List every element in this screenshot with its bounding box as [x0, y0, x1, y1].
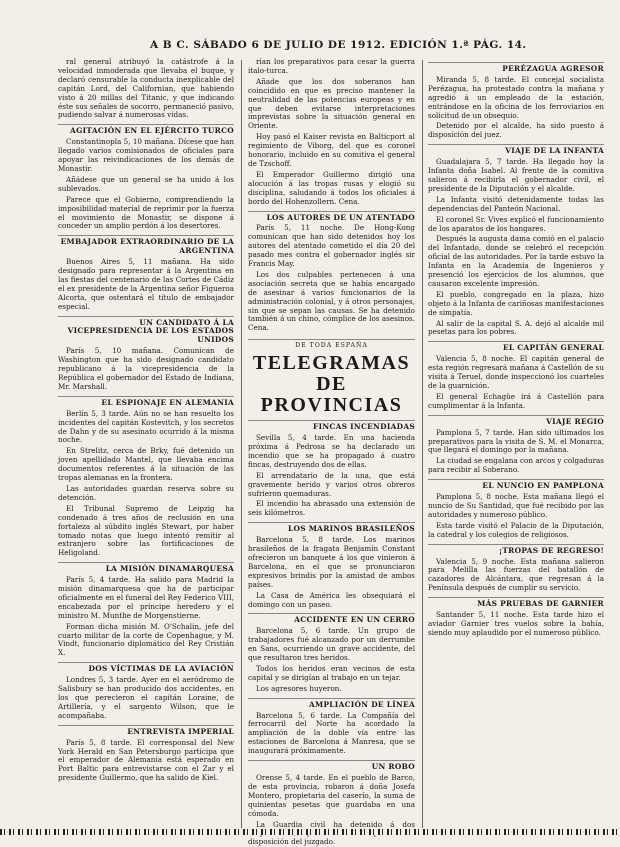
paragraph: Guadalajara 5, 7 tarde. Ha llegado hoy la Infanta doña Isabel. Al frente de la comitiva salieron á recibirla el gobernador civil, el presidente de la Diputación y el alcalde. [428, 157, 604, 193]
bottom-edge-strip [0, 829, 620, 835]
paragraph: El coronel Sr. Vives explicó el funcionamiento de los aparatos de los hangares. [428, 214, 604, 233]
paragraph: Barcelona 5, 6 tarde. Un grupo de trabajadores fué alcanzado por un derrumbe en Sans, ocurriendo un grave accidente, del que resultaron tres heridos. [248, 626, 415, 663]
paragraph: Barcelona 5, 6 tarde. La Compañía del ferrocarril del Norte ha acordado la ampliación de la doble vía entre las estaciones de Barcelona á Manresa, que se inaugurará próximamente. [248, 710, 415, 756]
section-heading: DOS VÍCTIMAS DE LA AVIACIÓN [58, 662, 234, 674]
paragraph: En Strelitz, cerca de Brky, fué detenido un joven apellidado Mantel, que llevaba encima documentos referentes á la situación de las tropas alemanas en la frontera. [58, 446, 234, 483]
paragraph: Detenido por el alcalde, ha sido puesto á disposición del juez. [428, 121, 604, 140]
paragraph: Santander 5, 11 noche. Esta tarde hizo el aviador Garnier tres vuelos sobre la bahía, siendo muy aplaudido por el numeroso público. [428, 610, 604, 637]
section-heading: LOS MARINOS BRASILEÑOS [248, 522, 415, 534]
paragraph: Constantinopla 5, 10 mañana. Dícese que han llegado varios comisionados de oficiales para apoyar las reivindicaciones de los demás de Monastir. [58, 137, 234, 173]
section-heading: EL NUNCIO EN PAMPLONA [428, 479, 604, 491]
section-heading: UN CANDIDATO Á LA VICEPRESIDENCIA DE LOS ESTADOS UNIDOS [58, 316, 234, 346]
section-heading: ¡TROPAS DE REGRESO! [428, 544, 604, 556]
paragraph: El Tribunal Supremo de Leipzig ha condenado á tres años de reclusión en una fortaleza al súbdito inglés Stewart, por haber tomado notas que luego intentó remitir al extranjero sobre las fortificaciones de Heligoland. [58, 503, 234, 558]
paragraph: Todos los heridos eran vecinos de esta capital y se dirigían al trabajo en un tejar. [248, 663, 415, 682]
column-2 [248, 57, 415, 847]
paragraph: El general Echagüe irá á Castellón para cumplimentar á la Infanta. [428, 391, 604, 410]
main-headline: TELEGRAMAS DE PROVINCIAS [252, 352, 411, 417]
paragraph: El Emperador Guillermo dirigió una alocución á las tropas rusas y elogió su disciplina, saludando á todos los oficiales á bordo del Hohenzollern. Cena. [248, 169, 415, 206]
paragraph: El arrendatario de la una, que está gravemente herido y varios otros obreros sufrieron quemaduras. [248, 470, 415, 498]
paragraph: Hoy pasó el Kaiser revista en Balticport al regimiento de Viborg, del que es coronel honorario, incluido en su comitiva el general de Tzschoff. [248, 132, 415, 168]
section-heading: ENTREVISTA IMPERIAL [58, 725, 234, 737]
paragraph: El incendio ha abrasado una extensión de seis kilómetros. [248, 499, 415, 518]
paragraph: Los dos culpables pertenecen á una asociación secreta que se había encargado de asesinar á varios funcionarios de la administración colonial, y á otros personajes, sin que se sepan las causas. Se ha detenido también á un chino, cómplice de los asesinos. Cena. [248, 269, 415, 333]
section-heading: VIAJE DE LA INFANTA [428, 144, 604, 156]
paragraph: La ciudad se engalana con arcos y colgaduras para recibir al Soberano. [428, 456, 604, 475]
section-heading: ACCIDENTE EN UN CERRO [248, 613, 415, 625]
paragraph: Las autoridades guardan reserva sobre su detención. [58, 483, 234, 502]
paragraph: Al salir de la capital S. A. dejó al alcalde mil pesetas para los pobres. [428, 318, 604, 337]
section-heading: AGITACIÓN EN EL EJÉRCITO TURCO [58, 124, 234, 136]
paragraph: Esta tarde visitó el Palacio de la Diputación, la catedral y los colegios de religiosos. [428, 520, 604, 539]
paragraph: París 5, 8 tarde. El corresponsal del New York Herald en San Petersburgo participa que el emperador de Alemania está esperado en Port Baltic para entrevistarse con el Zar y el presidente Guillermo, que ha salido de Kiel. [58, 737, 234, 783]
paragraph: Forman dicha misión M. O'Schalin, jefe del cuarto militar de la corte de Copenhague, y M. Vindt, funcionario diplomático del Rey Cristián X. [58, 621, 234, 658]
paragraph: Pamplona 5, 7 tarde. Han sido ultimados los preparativos para la visita de S. M. el Monarca, que llegará el domingo por la mañana. [428, 427, 604, 455]
paragraph: Sevilla 5, 4 tarde. En una hacienda próxima á Pedrosa se ha declarado un incendio que se ha propagado á cuatro fincas, destruyendo dos de ellas. [248, 433, 415, 469]
paragraph: Valencia 5, 8 noche. El capitán general de esta región regresará mañana á Castellón de su visita á Teruel, donde inspeccionó los cuarteles de la guarnición. [428, 354, 604, 390]
paragraph: Después la augusta dama comió en el palacio del Infantado, donde se celebró el recepción oficial de las autoridades. Por la tarde estuvo la Infanta en la Academia de Ingenieros y presenció los ejercicios de los alumnos, que causaron excelente impresión. [428, 234, 604, 288]
paragraph: Berlín 5, 3 tarde. Aún no se han resuelto los incidentes del capitán Kostevitch, y los secretos de Dahn y de su asesinato ocurrido á la misma noche. [58, 408, 234, 445]
paragraph: rían los preparativos para cesar la guerra italo-turca. [248, 57, 415, 75]
paragraph: Orense 5, 4 tarde. En el pueblo de Barco, de esta provincia, robaron á doña Josefa Montero, propietaria del caserío, la suma de quinientas pesetas que guardaba en una cómoda. [248, 773, 415, 818]
section-kicker: DE TODA ESPAÑA [248, 339, 415, 351]
paragraph: Pamplona 5, 8 noche. Esta mañana llegó el nuncio de Su Santidad, que fué recibido por las autoridades y numeroso público. [428, 492, 604, 519]
paragraph: Añade que los dos soberanos han coincidido en que es preciso mantener la neutralidad de las potencias europeas y en que deben evitarse interpretaciones imprevistas sobre la situación general en Oriente. [248, 76, 415, 131]
paragraph: París 5, 4 tarde. Ha salido para Madrid la misión dinamarquesa que ha de participar oficialmente en el funeral del Rey Federico VIII, encabezada por el príncipe heredero y el ministro M. Munthe de Morgenstierne. [58, 575, 234, 620]
section-heading: PERÉZAGUA AGRESOR [428, 62, 604, 74]
paragraph: París 5, 11 noche. De Hong-Kong comunican que han sido detenidos hoy los autores del atentado cometido el día 20 del pasado mes contra el gobernador inglés sir Francis May. [248, 223, 415, 269]
page-header: A B C. SÁBADO 6 DE JULIO DE 1912. EDICIÓN 1.ª PÁG. 14. [150, 39, 527, 51]
paragraph: Valencia 5, 9 noche. Esta mañana salieron para Melilla las fuerzas del batallón de cazadores de Alcántara, que regresan á la Península después de cumplir su servicio. [428, 556, 604, 593]
paragraph: Miranda 5, 8 tarde. El concejal socialista Perézagua, ha protestado contra la mañana y agredió á un empleado de la estación, entrándose en la oficina de los ferroviarios en solicitud de un obsequio. [428, 74, 604, 120]
section-heading: EL CAPITÁN GENERAL [428, 341, 604, 353]
column-3 [428, 58, 604, 828]
section-heading: FINCAS INCENDIADAS [248, 420, 415, 432]
paragraph: La Casa de América les obsequiará el domingo con un paseo. [248, 590, 415, 609]
section-heading: EMBAJADOR EXTRAORDINARIO DE LA ARGENTINA [58, 235, 234, 256]
paragraph: Buenos Aires 5, 11 mañana. Ha sido designado para representar á la Argentina en las fiestas del centenario de las Cortes de Cádiz el ex presidente de la Argentina señor Figueroa Alcorta, que ostentará el título de embajador especial. [58, 257, 234, 311]
paragraph: El pueblo, congregado en la plaza, hizo objeto á la Infanta de cariñosas manifestaciones de simpatía. [428, 289, 604, 317]
columns [0, 57, 620, 847]
paragraph: La Infanta visitó detenidamente todas las dependencias del Panteón Nacional. [428, 194, 604, 213]
section-heading: MÁS PRUEBAS DE GARNIER [428, 597, 604, 609]
section-heading: LOS AUTORES DE UN ATENTADO [248, 211, 415, 223]
paragraph: París 5, 10 mañana. Comunican de Washington que ha sido designado candidato republicano á la vicepresidencia de la República el gobernador del Estado de Indiana, Mr. Marshall. [58, 346, 234, 391]
section-heading: EL ESPIONAJE EN ALEMANIA [58, 396, 234, 408]
paragraph: Parece que el Gobierno, comprendiendo la imposibilidad material de reprimir por la fuerza el movimiento de Monastir, se dispone á conceder un amplio perdón á los desertores. [58, 194, 234, 231]
section-heading: AMPLIACIÓN DE LÍNEA [248, 698, 415, 710]
paragraph: Añádese que un general se ha unido á los sublevados. [58, 174, 234, 193]
paragraph: Barcelona 5, 8 tarde. Los marinos brasileños de la fragata Benjamín Constant ofrecieron un banquete á los que vinieron á Barcelona, en el que se pronunciaron expresivos brindis por la amistad de ambos países. [248, 535, 415, 589]
paragraph: Londres 5, 3 tarde. Ayer en el aeródromo de Salisbury se han producido dos accidentes, en los que perecieron el capitán Loraine, de Artillería, y el sargento Wilson, que le acompañaba. [58, 675, 234, 720]
column-1 [58, 58, 234, 828]
paragraph: La Guardia civil ha detenido á dos disposición del juzgado. [248, 819, 415, 847]
section-heading: UN ROBO [248, 760, 415, 772]
paragraph: ral general atribuyó la catástrofe á la velocidad inmoderada que llevaba el buque, y declaró censurable la conducta inexplicable del capitán Lord, del Californian, que habiendo visto á 20 millas del Titanic, y que indicando éste sus señales de socorro, permaneció pasivo, pudiendo salvar á numerosas vidas. [58, 57, 234, 120]
section-heading: LA MISIÓN DINAMARQUESA [58, 562, 234, 574]
section-heading: VIAJE REGIO [428, 415, 604, 427]
paragraph: Los agresores huyeron. [256, 683, 342, 693]
